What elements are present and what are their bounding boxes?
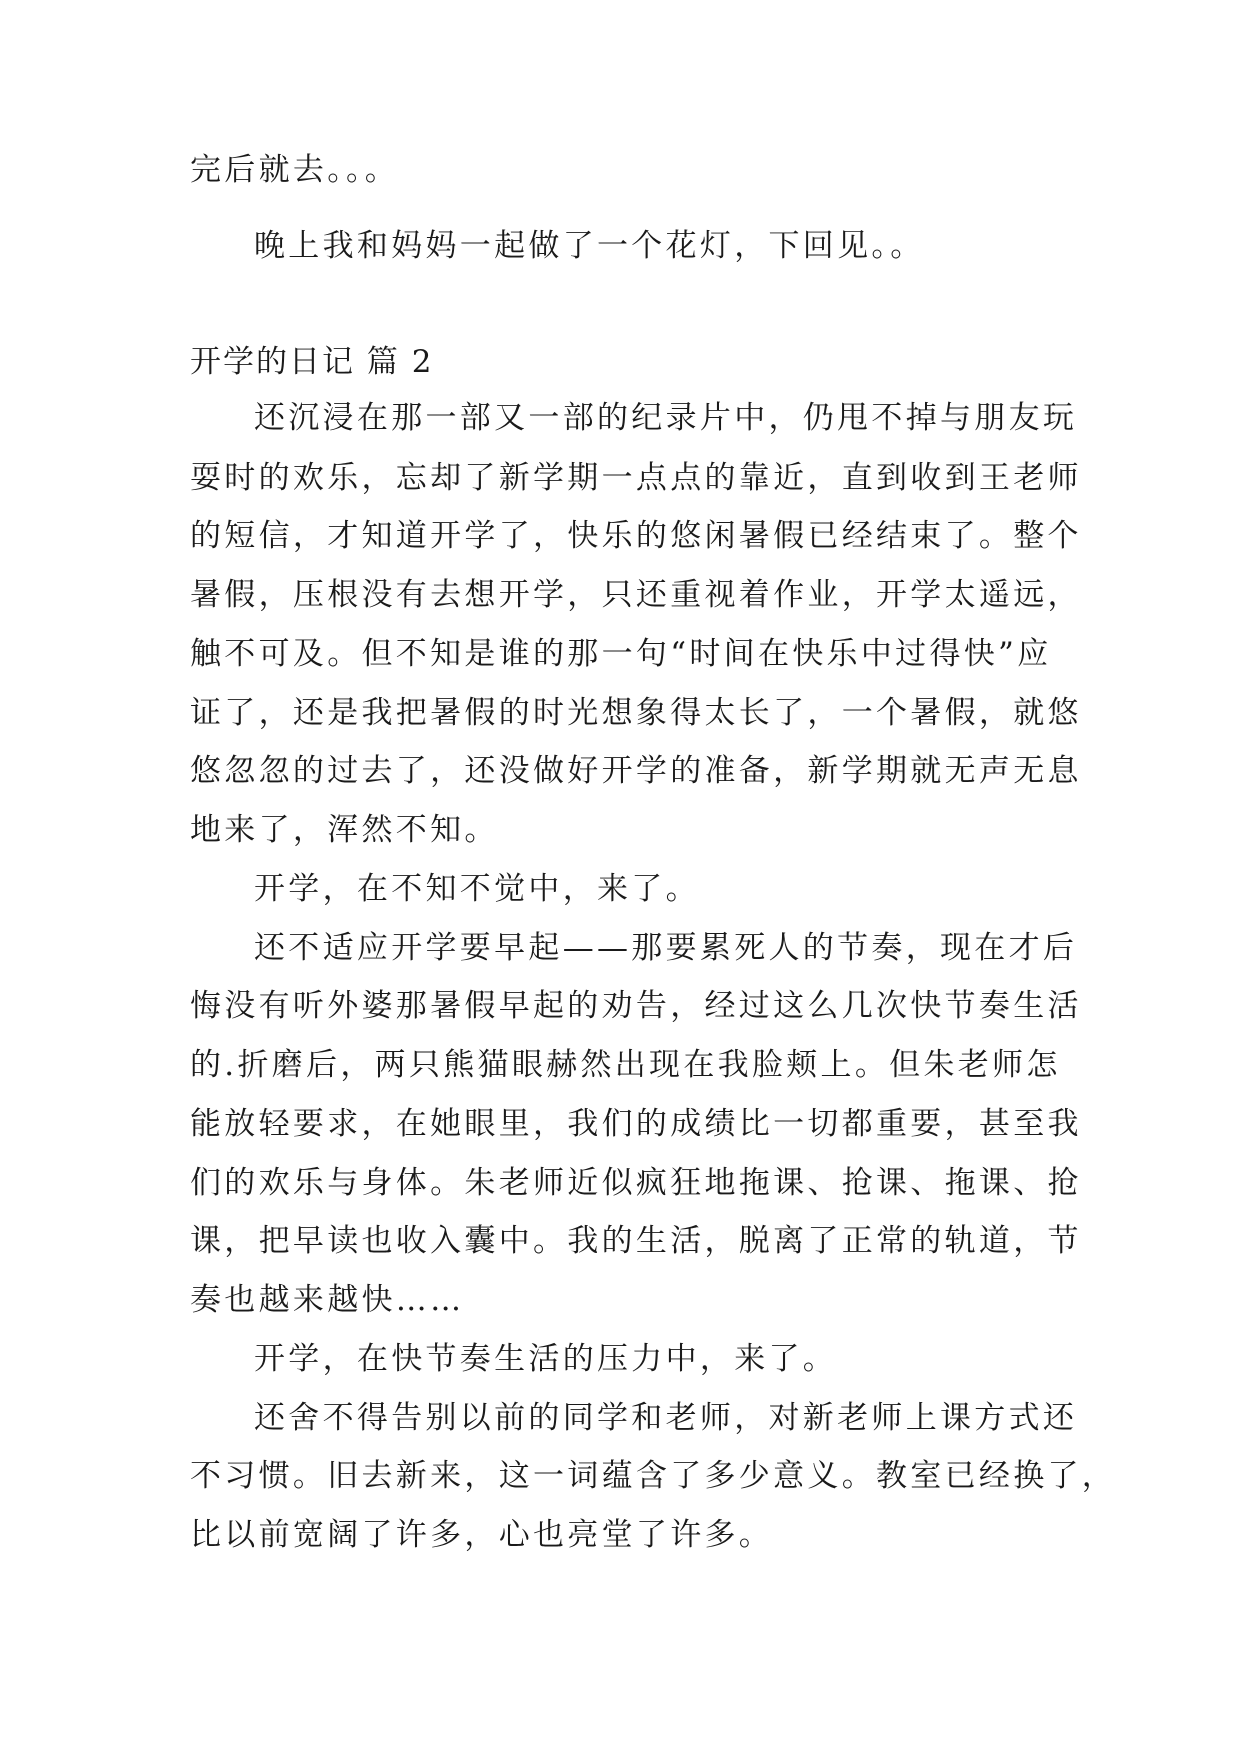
paragraph-line: 完后就去。。。 bbox=[190, 152, 400, 188]
paragraph-line: 的短信，才知道开学了，快乐的悠闲暑假已经结束了。整个 bbox=[190, 518, 1082, 554]
paragraph-line: 还舍不得告别以前的同学和老师，对新老师上课方式还 bbox=[254, 1400, 1078, 1436]
paragraph-line: 们的欢乐与身体。朱老师近似疯狂地拖课、抢课、拖课、抢 bbox=[190, 1165, 1082, 1201]
paragraph-line: 悠忽忽的过去了，还没做好开学的准备，新学期就无声无息 bbox=[190, 753, 1082, 789]
paragraph-line: 悔没有听外婆那暑假早起的劝告，经过这么几次快节奏生活 bbox=[190, 988, 1082, 1024]
paragraph-line: 奏也越来越快…… bbox=[190, 1282, 465, 1318]
paragraph-line: 触不可及。但不知是谁的那一句“时间在快乐中过得快”应 bbox=[190, 636, 1052, 672]
paragraph-line: 不习惯。旧去新来，这一词蕴含了多少意义。教室已经换了， bbox=[190, 1458, 1117, 1494]
paragraph-line: 耍时的欢乐，忘却了新学期一点点的靠近，直到收到王老师 bbox=[190, 460, 1082, 496]
paragraph-line: 开学，在快节奏生活的压力中，来了。 bbox=[254, 1341, 838, 1377]
paragraph-line: 课，把早读也收入囊中。我的生活，脱离了正常的轨道，节 bbox=[190, 1223, 1082, 1259]
section-heading: 开学的日记 篇 2 bbox=[190, 344, 434, 380]
paragraph-line: 晚上我和妈妈一起做了一个花灯，下回见。。 bbox=[254, 228, 925, 264]
paragraph-line: 证了，还是我把暑假的时光想象得太长了，一个暑假，就悠 bbox=[190, 695, 1082, 731]
paragraph-line: 暑假，压根没有去想开学，只还重视着作业，开学太遥远， bbox=[190, 577, 1082, 613]
paragraph-line: 能放轻要求，在她眼里，我们的成绩比一切都重要，甚至我 bbox=[190, 1106, 1082, 1142]
paragraph-line: 还不适应开学要早起——那要累死人的节奏，现在才后 bbox=[254, 930, 1078, 966]
paragraph-line: 的.折磨后，两只熊猫眼赫然出现在我脸颊上。但朱老师怎 bbox=[190, 1047, 1061, 1083]
paragraph-line: 比以前宽阔了许多，心也亮堂了许多。 bbox=[190, 1517, 774, 1553]
paragraph-line: 还沉浸在那一部又一部的纪录片中，仍甩不掉与朋友玩 bbox=[254, 400, 1078, 436]
paragraph-line: 地来了，浑然不知。 bbox=[190, 812, 499, 848]
paragraph-line: 开学，在不知不觉中，来了。 bbox=[254, 871, 700, 907]
